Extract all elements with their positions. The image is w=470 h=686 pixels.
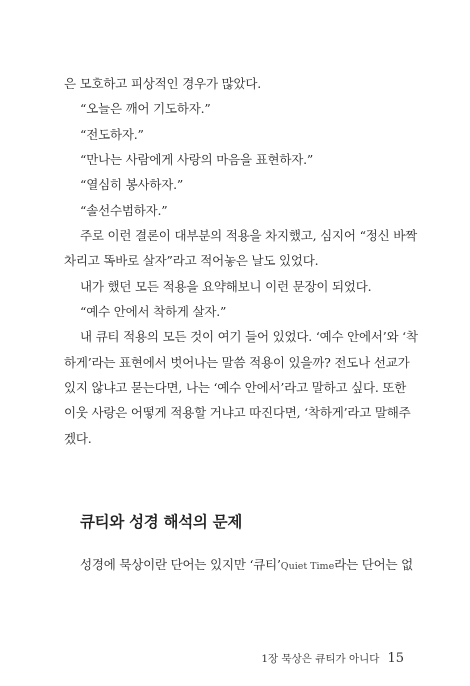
quote-line-5: “솔선수범하자.” bbox=[80, 203, 168, 218]
paragraph-line-7: 있지 않냐고 묻는다면, 나는 ‘예수 안에서’라고 말하고 싶다. 또한 bbox=[64, 380, 407, 395]
paragraph-line-6: 하게’라는 표현에서 벗어나는 말씀 적용이 있을까? 전도나 선교가 bbox=[64, 355, 410, 370]
paragraph-line-8: 이웃 사랑은 어떻게 적용할 거냐고 따진다면, ‘착하게’라고 말해주 bbox=[64, 405, 411, 420]
quote-line-3: “만나는 사람에게 사랑의 마음을 표현하자.” bbox=[80, 152, 314, 167]
paragraph-line-5: 내 큐티 적용의 모든 것이 여기 들어 있었다. ‘예수 안에서’와 ‘착 bbox=[80, 329, 418, 344]
last-line-text-end: 라는 단어는 없 bbox=[334, 557, 414, 572]
quiet-time-english: Quiet Time bbox=[280, 561, 335, 572]
quote-line-4: “열심히 봉사하자.” bbox=[80, 177, 184, 192]
chapter-title: 1장 묵상은 큐티가 아니다 bbox=[261, 653, 380, 665]
quote-line-1: “오늘은 깨어 기도하자.” bbox=[80, 101, 211, 116]
page-number: 15 bbox=[387, 651, 404, 666]
paragraph-line-3: 차리고 똑바로 살자”라고 적어놓은 날도 있었다. bbox=[64, 253, 319, 268]
last-line-text: 성경에 묵상이란 단어는 있지만 ‘큐티’ bbox=[80, 557, 281, 572]
paragraph-line-10 bbox=[80, 557, 414, 575]
paragraph-line-2: 주로 이런 결론이 대부분의 적용을 차지했고, 심지어 “정신 바짝 bbox=[80, 228, 418, 243]
paragraph-line-1: 은 모호하고 피상적인 경우가 많았다. bbox=[64, 76, 261, 91]
page-footer bbox=[261, 651, 404, 666]
paragraph-line-9: 겠다. bbox=[64, 431, 92, 446]
section-heading: 큐티와 성경 해석의 문제 bbox=[80, 513, 243, 531]
quote-line-6: “예수 안에서 착하게 살자.” bbox=[80, 304, 227, 319]
quote-line-2: “전도하자.” bbox=[80, 127, 144, 142]
paragraph-line-4: 내가 했던 모든 적용을 요약해보니 이런 문장이 되었다. bbox=[80, 279, 372, 294]
